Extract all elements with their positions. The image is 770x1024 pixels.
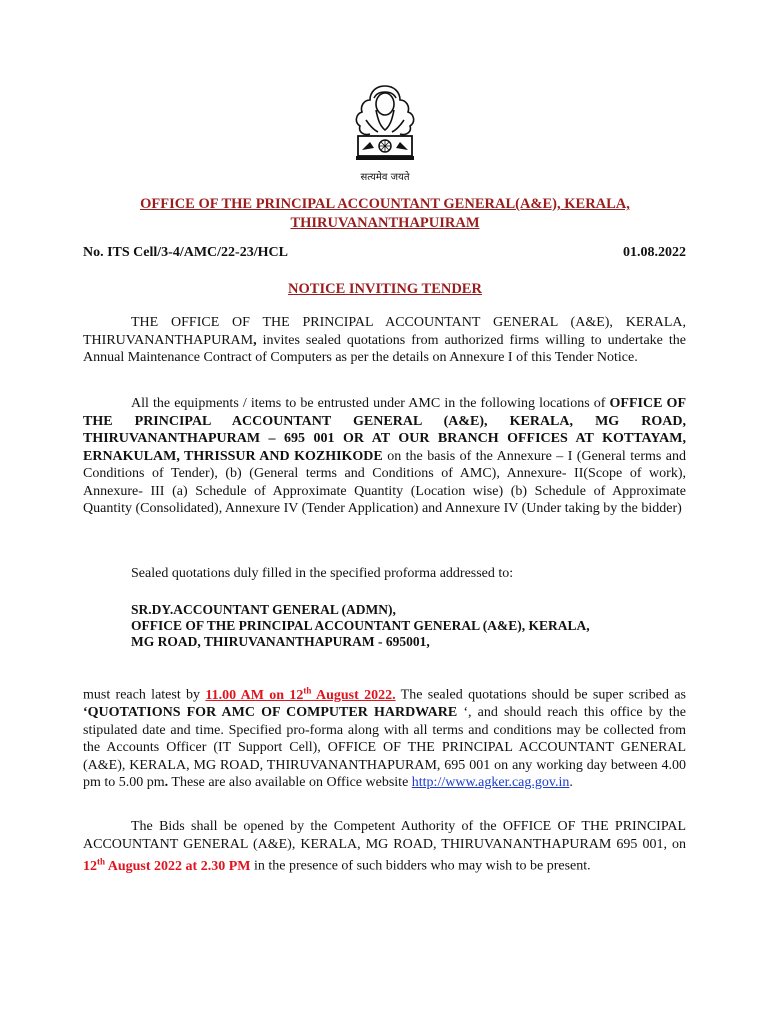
subject-line: ‘QUOTATIONS FOR AMC OF COMPUTER HARDWARE <box>83 705 458 721</box>
deadline-text: 11.00 AM on 12th August 2022. <box>205 685 396 703</box>
reference-line <box>83 245 686 261</box>
address-line3: MG ROAD, THIRUVANANTHAPURAM - 695001, <box>131 634 430 649</box>
office-website-link[interactable]: http://www.agker.cag.gov.in <box>411 775 570 791</box>
emblem-motto: सत्यमेव जयते <box>360 172 410 183</box>
address-line1: SR.DY.ACCOUNTANT GENERAL (ADMN), <box>131 602 396 617</box>
national-emblem-icon <box>340 80 430 170</box>
office-title-line2: THIRUVANANTHAPUIRAM <box>290 215 480 231</box>
bid-opening-date: 12th August 2022 at 2.30 PM <box>83 856 251 874</box>
reference-number: No. ITS Cell/3-4/AMC/22-23/HCL <box>83 245 288 260</box>
notice-date: 01.08.2022 <box>623 245 686 260</box>
notice-heading: NOTICE INVITING TENDER <box>288 281 482 297</box>
paragraph-intro: THE OFFICE OF THE PRINCIPAL ACCOUNTANT GENERAL (A&E), KERALA, THIRUVANANTHAPURAM, invites sealed quotations from authorized firms willing to undertake the Annual Maintenance Contract of Computers as per the details on Annexure I of this Tender Notice. <box>83 315 686 365</box>
office-title-line1: OFFICE OF THE PRINCIPAL ACCOUNTANT GENERAL(A&E), KERALA, <box>140 196 630 212</box>
paragraph-locations: All the equipments / items to be entrusted under AMC in the following locations of OFFICE OF THE PRINCIPAL ACCOUNTANT GENERAL (A&E), KERALA, MG ROAD, THIRUVANANTHAPURAM – 695 001 OR AT OUR BRANCH OFFICES AT KOTTAYAM, ERNAKULAM, THRISSUR AND KOZHIKODE on the basis of the Annexure – I (General terms and Conditions of Tender), (b) (General terms and Conditions of AMC), Annexure- II(Scope of work), Annexure- III (a) Schedule of Approximate Quantity (Location wise) (b) Schedule of Approximate Quantity (Consolidated), Annexure IV (Tender Application) and Annexure IV (Under taking by the bidder) <box>83 396 686 516</box>
address-line2: OFFICE OF THE PRINCIPAL ACCOUNTANT GENERAL (A&E), KERALA, <box>131 618 590 633</box>
paragraph-bid-opening: The Bids shall be opened by the Competent Authority of the OFFICE OF THE PRINCIPAL ACCOUNTANT GENERAL (A&E), KERALA, MG ROAD, THIRUVANANTHAPURAM 695 001, on 12th August 2022 at 2.30 PM in the presence of such bidders who may wish to be present. <box>83 819 686 874</box>
paragraph-deadline: must reach latest by 11.00 AM on 12th August 2022. The sealed quotations should be super scribed as ‘QUOTATIONS FOR AMC OF COMPUTER HARDWARE ‘, and should reach this office by the stipulated date and time. Specified pro-forma along with all terms and conditions may be collected from the Accounts Officer (IT Support Cell), OFFICE OF THE PRINCIPAL ACCOUNTANT GENERAL (A&E), KERALA, MG ROAD, THIRUVANANTHAPURAM, 695 001 on any working day between 4.00 pm to 5.00 pm. These are also available on Office website http://www.agker.cag.gov.in. <box>83 685 686 791</box>
paragraph-sealed-quotations: Sealed quotations duly filled in the specified proforma addressed to: <box>131 566 514 581</box>
address-block <box>131 602 590 650</box>
office-title <box>60 195 710 233</box>
